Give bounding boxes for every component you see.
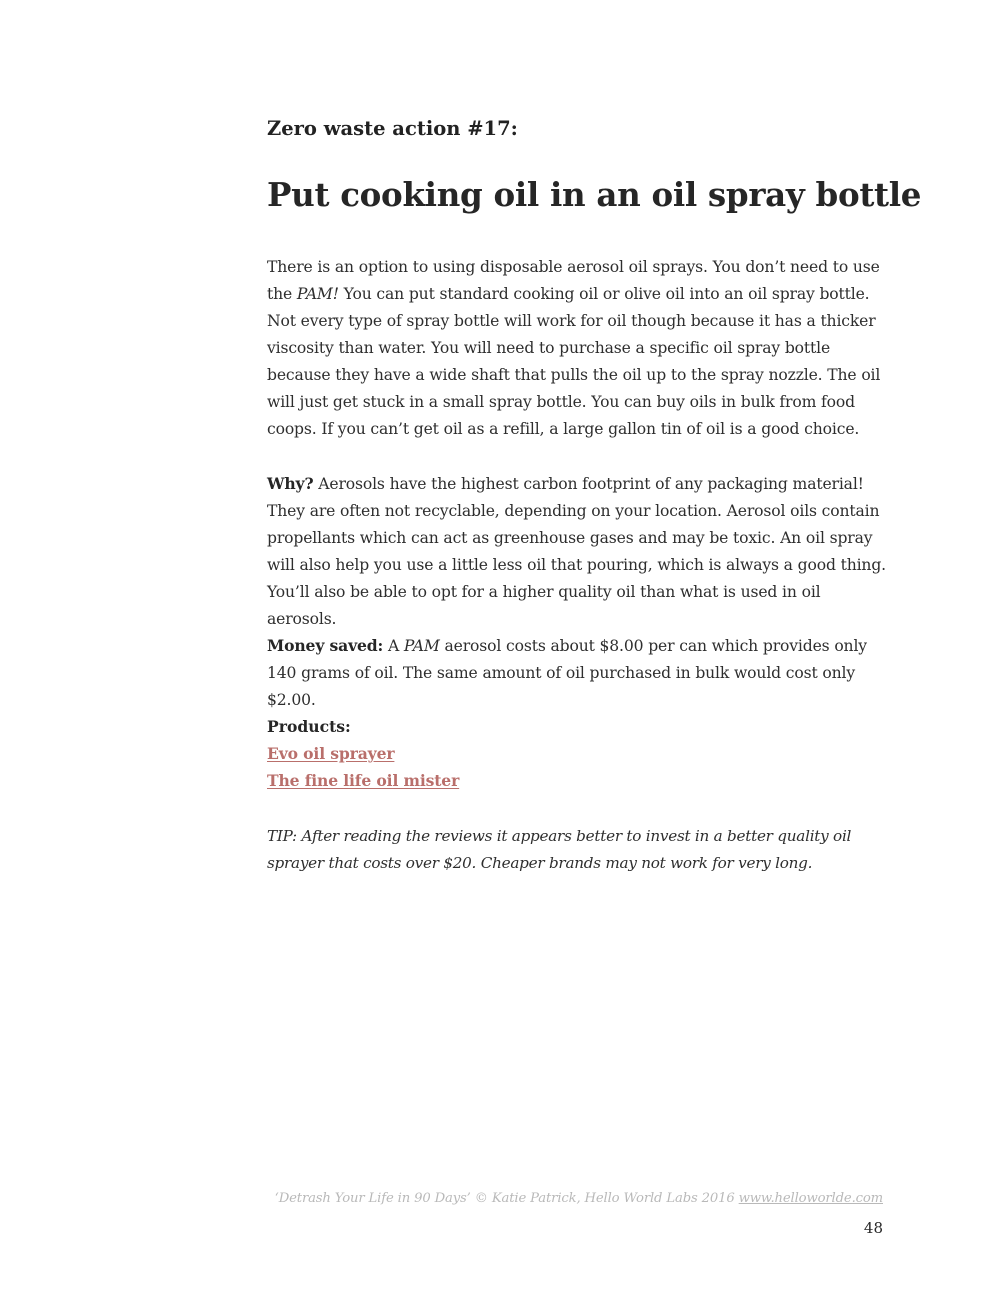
page-footer — [275, 1191, 883, 1206]
product-link-fine-life-oil-mister[interactable]: The fine life oil mister — [267, 771, 460, 790]
page-title: Put cooking oil in an oil spray bottle — [267, 175, 922, 214]
why-paragraph — [267, 470, 887, 633]
money-saved-text-1: A — [383, 637, 404, 655]
why-label: Why? — [267, 474, 314, 493]
page-number: 48 — [863, 1219, 883, 1237]
section-kicker: Zero waste action #17: — [267, 117, 518, 140]
money-saved-text-2: aerosol costs about $8.00 per can which provides only 140 grams of oil. The same amount of oil purchased in bulk would cost only $2.00. — [267, 637, 867, 709]
product-link-evo-oil-sprayer[interactable]: Evo oil sprayer — [267, 744, 395, 763]
footer-website-link[interactable]: www.helloworlde.com — [738, 1191, 883, 1206]
money-pam-brand: PAM — [403, 637, 440, 655]
tip-paragraph — [267, 823, 887, 877]
products-section — [267, 713, 459, 794]
money-saved-label: Money saved: — [267, 636, 384, 655]
why-text: Aerosols have the highest carbon footprint of any packaging material! They are often not recyclable, depending on your location. Aerosol oils contain propellants which can act as greenhouse gases and may be toxic. An oil spray will also help you use a little less oil that pouring, which is always a good thing. You’ll also be able to opt for a higher quality oil than what is used in oil aerosols. — [267, 475, 886, 628]
products-heading: Products: — [267, 717, 351, 736]
tip-label: TIP: — [267, 827, 297, 845]
intro-text-1: There is an option to using disposable aerosol oil sprays. You don’t need to use the — [267, 258, 880, 303]
tip-text: After reading the reviews it appears better to invest in a better quality oil sprayer that costs over $20. Cheaper brands may not work for very long. — [267, 827, 852, 872]
intro-text-2: You can put standard cooking oil or olive oil into an oil spray bottle. Not every type of spray bottle will work for oil though because it has a thicker viscosity than water. You will need to purchase a specific oil spray bottle because they have a wide shaft that pulls the oil up to the spray nozzle. The oil will just get stuck in a small spray bottle. You can buy oils in bulk from food coops. If you can’t get oil as a refill, a large gallon tin of oil is a good choice. — [267, 285, 881, 438]
intro-paragraph — [267, 254, 887, 443]
footer-copyright: ‘Detrash Your Life in 90 Days’ © Katie Patrick, Hello World Labs 2016 — [274, 1191, 739, 1206]
money-saved-paragraph — [267, 632, 887, 714]
intro-pam-brand: PAM! — [296, 285, 339, 303]
